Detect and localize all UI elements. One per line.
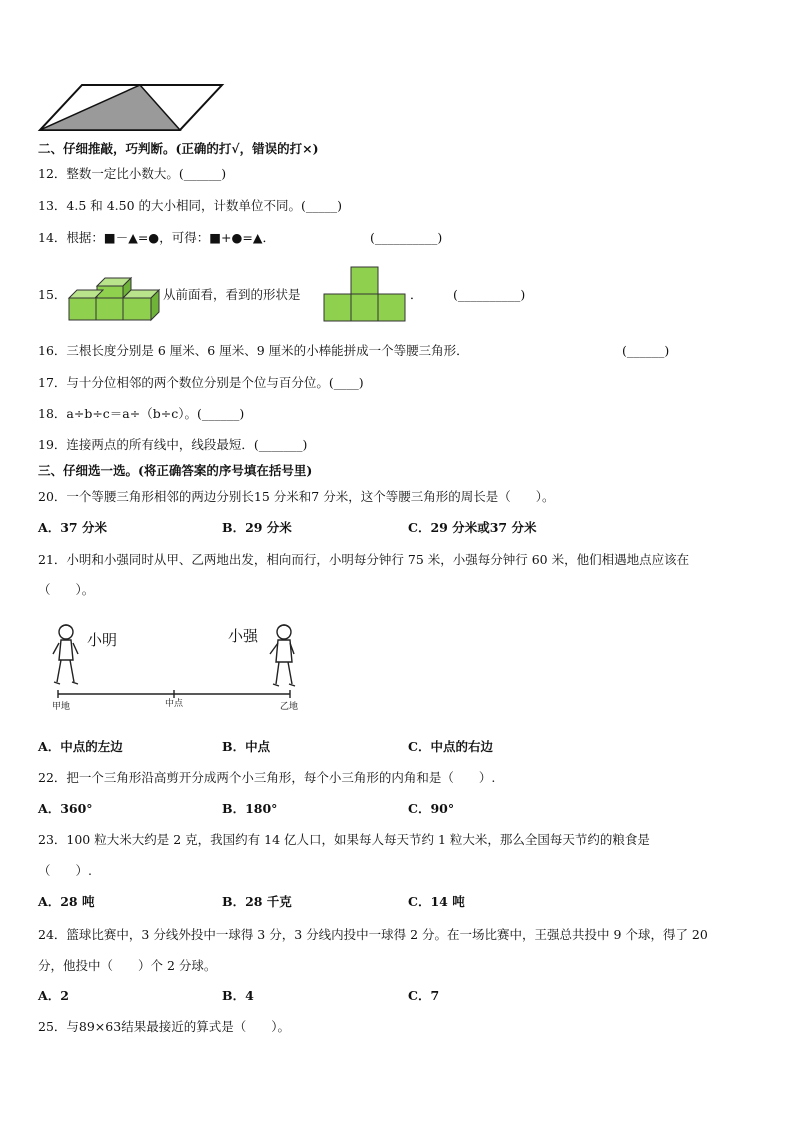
q22-option-c[interactable]: C．90° [408,801,455,816]
cube-front-face [123,298,151,320]
cube-front-face [96,298,123,320]
q22-option-a[interactable]: A．360° [38,801,93,816]
boy-xiaoming-icon [53,625,78,684]
q21-option-b[interactable]: B．中点 [222,739,271,754]
q21-option-a[interactable]: A．中点的左边 [38,739,123,754]
question-25: 25．与89×63结果最接近的算式是（ ）。 [38,1019,290,1034]
question-23-line2: （ ）. [38,863,92,878]
cube-stack-figure [67,276,167,316]
question-21-line2: （ ）。 [38,582,95,597]
choice-section-header: 三、仔细选一选。(将正确答案的序号填在括号里) [38,463,313,478]
question-15-number: 15． [38,287,67,302]
q20-option-a[interactable]: A．37 分米 [38,520,107,535]
square [378,294,405,321]
figure-label-midpoint: 中点 [165,699,184,709]
q20-option-b[interactable]: B．29 分米 [222,520,292,535]
parallelogram-figure [36,82,226,134]
question-19: 19．连接两点的所有线中，线段最短．(_______) [38,437,308,452]
q24-option-a[interactable]: A．2 [38,988,69,1003]
figure-label-jiadi: 甲地 [52,702,71,712]
figure-label-yidi: 乙地 [280,702,299,712]
square [351,267,378,294]
question-16-blank[interactable]: (______) [622,343,670,358]
front-view-figure [323,266,407,322]
question-15-period: ． [410,287,423,302]
question-24-line1: 24．篮球比赛中，3 分线外投中一球得 3 分，3 分线内投中一球得 2 分。在一场比赛中，王强总共投中 9 个球，得了 20 [38,927,708,942]
question-21-line1: 21．小明和小强同时从甲、乙两地出发，相向而行，小明每分钟行 75 米，小强每分钟行 60 米，他们相遇地点应该在 [38,552,690,567]
question-13: 13．4.5 和 4.50 的大小相同，计数单位不同。(_____) [38,198,343,213]
question-17: 17．与十分位相邻的两个数位分别是个位与百分位。(____) [38,375,364,390]
question-16: 16．三根长度分别是 6 厘米、6 厘米、9 厘米的小棒能拼成一个等腰三角形． [38,343,469,358]
question-23-line1: 23．100 粒大米大约是 2 克，我国约有 14 亿人口，如果每人每天节约 1 粒大米，那么全国每天节约的粮食是 [38,832,650,847]
question-22: 22．把一个三角形沿高剪开分成两个小三角形，每个小三角形的内角和是（ ）. [38,770,496,785]
question-12: 12．整数一定比小数大。(______) [38,166,227,181]
question-14: 14．根据：■－▲=●，可得：■+●=▲． [38,230,275,245]
q22-option-b[interactable]: B．180° [222,801,278,816]
question-20: 20．一个等腰三角形相邻的两边分别长15 分米和7 分米，这个等腰三角形的周长是（ ）。 [38,489,555,504]
figure-label-xiaoqiang: 小强 [228,627,259,645]
q24-option-c[interactable]: C．7 [408,988,440,1003]
question-15-blank[interactable]: (__________) [453,287,526,302]
question-24-line2: 分，他投中（ ）个 2 分球。 [38,958,217,973]
question-14-blank[interactable]: (__________) [370,230,443,245]
boy-xiaoqiang-icon [270,625,295,686]
q20-option-c[interactable]: C．29 分米或37 分米 [408,520,537,535]
q23-option-a[interactable]: A．28 吨 [38,894,95,909]
judge-section-header: 二、仔细推敲，巧判断。(正确的打√，错误的打×) [38,141,319,156]
question-18: 18．a÷b÷c＝a÷（b÷c）。(______) [38,406,245,421]
question-15-text: 从前面看，看到的形状是 [163,287,301,302]
square [351,294,378,321]
q23-option-c[interactable]: C．14 吨 [408,894,465,909]
figure-label-xiaoming: 小明 [87,631,118,649]
q21-option-c[interactable]: C．中点的右边 [408,739,493,754]
cube-front-face [69,298,96,320]
q23-option-b[interactable]: B．28 千克 [222,894,292,909]
square [324,294,351,321]
q24-option-b[interactable]: B．4 [222,988,254,1003]
